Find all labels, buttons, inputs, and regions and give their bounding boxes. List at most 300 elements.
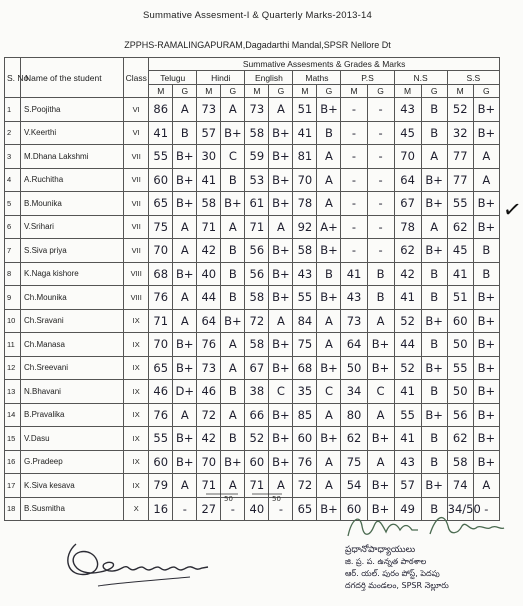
- marks-cell: 70: [149, 239, 173, 263]
- class-cell: VIII: [124, 262, 149, 286]
- marks-cell: 38: [245, 380, 269, 404]
- marks-cell: 42: [197, 239, 221, 263]
- marks-cell: 60: [341, 497, 367, 521]
- grade-cell: A: [269, 474, 293, 498]
- stamp-line: దగదర్తి మండలం, SPSR నెల్లూరు: [345, 581, 449, 590]
- grade-cell: B+: [367, 333, 394, 357]
- grade-cell: B+: [269, 192, 293, 216]
- grade-cell: A+: [317, 215, 341, 239]
- marks-cell: 58: [245, 333, 269, 357]
- grade-cell: B+: [173, 333, 197, 357]
- grade-cell: A: [269, 309, 293, 333]
- grade-cell: B+: [367, 474, 394, 498]
- marks-cell: -: [341, 215, 367, 239]
- serial-number-cell: 11: [5, 333, 21, 357]
- marks-cell: 56: [447, 403, 473, 427]
- student-name-cell: G.Pradeep: [21, 450, 124, 474]
- grade-cell: B+: [421, 474, 447, 498]
- class-cell: IX: [124, 356, 149, 380]
- marks-cell: 44: [197, 286, 221, 310]
- subject-header: N.S: [394, 71, 447, 85]
- marks-cell: 71: [245, 215, 269, 239]
- grade-cell: B+: [473, 333, 499, 357]
- student-name-cell: Ch.Sravani: [21, 309, 124, 333]
- grade-cell: B+: [173, 427, 197, 451]
- marks-subheader: M: [293, 85, 317, 98]
- marks-cell: 41: [293, 121, 317, 145]
- student-name-cell: M.Dhana Lakshmi: [21, 145, 124, 169]
- marks-cell: 58: [197, 192, 221, 216]
- marks-cell: 35: [293, 380, 317, 404]
- class-cell: VI: [124, 98, 149, 122]
- class-cell: IX: [124, 309, 149, 333]
- grade-cell: B+: [173, 262, 197, 286]
- table-row: [5, 309, 500, 333]
- grade-cell: A: [317, 333, 341, 357]
- grade-cell: B+: [473, 98, 499, 122]
- grade-cell: C: [269, 380, 293, 404]
- grade-cell: B+: [269, 262, 293, 286]
- marks-cell: 42: [197, 427, 221, 451]
- class-cell: VI: [124, 121, 149, 145]
- marks-cell: 73: [197, 356, 221, 380]
- grade-cell: B+: [173, 168, 197, 192]
- grade-cell: B+: [269, 145, 293, 169]
- grade-cell: A: [269, 215, 293, 239]
- serial-number-cell: 13: [5, 380, 21, 404]
- marks-cell: 76: [197, 333, 221, 357]
- marks-cell: 74: [447, 474, 473, 498]
- grade-cell: B: [221, 262, 245, 286]
- marks-subheader: M: [149, 85, 173, 98]
- grade-cell: B: [421, 427, 447, 451]
- marks-subheader: M: [447, 85, 473, 98]
- grade-cell: B: [421, 262, 447, 286]
- grade-cell: B+: [473, 192, 499, 216]
- grade-cell: A: [173, 215, 197, 239]
- student-name-cell: S.Poojitha: [21, 98, 124, 122]
- marks-cell: 62: [447, 215, 473, 239]
- stamp-line: జి. ప్ర. ప. ఉన్నత పాఠశాల: [345, 557, 427, 566]
- grade-cell: A: [367, 403, 394, 427]
- grade-cell: B: [421, 497, 447, 521]
- grade-cell: A: [269, 98, 293, 122]
- marks-cell: 41: [149, 121, 173, 145]
- marks-cell: -: [341, 121, 367, 145]
- marks-cell: 41: [447, 262, 473, 286]
- table-row: [5, 168, 500, 192]
- headmaster-signature-left: [58, 530, 238, 590]
- grade-cell: B+: [269, 168, 293, 192]
- grade-cell: B+: [221, 450, 245, 474]
- marks-cell: 66: [245, 403, 269, 427]
- grade-cell: B+: [269, 427, 293, 451]
- marks-cell: 81: [293, 145, 317, 169]
- grade-cell: B+: [269, 333, 293, 357]
- marks-cell: 57: [394, 474, 421, 498]
- grade-cell: B: [221, 380, 245, 404]
- serial-number-cell: 3: [5, 145, 21, 169]
- marks-cell: 55: [149, 145, 173, 169]
- grade-cell: -: [367, 121, 394, 145]
- marks-cell: 52: [394, 309, 421, 333]
- marks-cell: 75: [341, 450, 367, 474]
- marks-cell: 30: [197, 145, 221, 169]
- grade-cell: A: [317, 403, 341, 427]
- serial-number-cell: 16: [5, 450, 21, 474]
- grade-cell: A: [473, 474, 499, 498]
- grade-cell: B: [221, 239, 245, 263]
- marks-cell: 43: [341, 286, 367, 310]
- table-row: [5, 286, 500, 310]
- grade-cell: B+: [473, 380, 499, 404]
- grade-cell: C: [367, 380, 394, 404]
- grade-cell: A: [173, 309, 197, 333]
- student-name-cell: A.Ruchitha: [21, 168, 124, 192]
- grade-subheader: G: [221, 85, 245, 98]
- marks-cell: 62: [341, 427, 367, 451]
- grade-cell: B: [221, 286, 245, 310]
- grade-cell: B+: [421, 168, 447, 192]
- marks-cell: 43: [394, 450, 421, 474]
- serial-number-cell: 17: [5, 474, 21, 498]
- class-cell: IX: [124, 450, 149, 474]
- marks-cell: 92: [293, 215, 317, 239]
- marks-cell: 55: [447, 192, 473, 216]
- grade-cell: A: [173, 98, 197, 122]
- marks-cell: 73: [245, 98, 269, 122]
- marks-cell: 55: [149, 427, 173, 451]
- grade-cell: A: [367, 450, 394, 474]
- student-name-cell: Ch.Mounika: [21, 286, 124, 310]
- grade-subheader: G: [473, 85, 499, 98]
- marks-cell: 70: [394, 145, 421, 169]
- marks-cell: 61: [245, 192, 269, 216]
- grade-cell: -: [367, 192, 394, 216]
- grade-cell: A: [173, 286, 197, 310]
- english-total: 50: [272, 495, 281, 503]
- serial-number-cell: 7: [5, 239, 21, 263]
- grade-cell: A: [317, 192, 341, 216]
- marks-cell: 70: [149, 333, 173, 357]
- marks-cell: 67: [394, 192, 421, 216]
- grade-cell: B: [367, 262, 394, 286]
- col-class-header: Class: [124, 58, 149, 98]
- table-row: [5, 239, 500, 263]
- grade-cell: B+: [221, 192, 245, 216]
- table-row: [5, 356, 500, 380]
- class-cell: X: [124, 497, 149, 521]
- serial-number-cell: 1: [5, 98, 21, 122]
- marks-subheader: M: [394, 85, 421, 98]
- marks-cell: 45: [394, 121, 421, 145]
- class-cell: VIII: [124, 286, 149, 310]
- grade-cell: B+: [269, 450, 293, 474]
- marks-cell: 68: [293, 356, 317, 380]
- marks-cell: 41: [197, 168, 221, 192]
- grade-cell: B+: [317, 286, 341, 310]
- marks-cell: 75: [149, 215, 173, 239]
- official-stamp: [345, 544, 510, 592]
- marks-cell: 43: [394, 98, 421, 122]
- grade-cell: C: [317, 380, 341, 404]
- grade-cell: A: [221, 403, 245, 427]
- grade-cell: B: [173, 121, 197, 145]
- student-name-cell: K.Naga kishore: [21, 262, 124, 286]
- grade-cell: B+: [473, 450, 499, 474]
- marks-cell: 84: [293, 309, 317, 333]
- marks-cell: 58: [293, 239, 317, 263]
- grade-cell: D+: [173, 380, 197, 404]
- marks-cell: 60: [149, 450, 173, 474]
- marks-cell: 60: [447, 309, 473, 333]
- grade-subheader: G: [173, 85, 197, 98]
- marks-cell: 55: [293, 286, 317, 310]
- grade-cell: B: [421, 121, 447, 145]
- student-name-cell: V.Keerthi: [21, 121, 124, 145]
- grade-cell: B+: [367, 427, 394, 451]
- grade-cell: B+: [473, 121, 499, 145]
- grade-cell: A: [317, 450, 341, 474]
- marks-cell: 41: [394, 427, 421, 451]
- table-row: [5, 145, 500, 169]
- school-name: ZPPHS-RAMALINGAPURAM,Dagadarthi Mandal,SPSR Nellore Dt: [124, 40, 391, 50]
- grade-cell: -: [367, 215, 394, 239]
- stamp-line: ప్రధానోపాధ్యాయులు: [345, 545, 416, 555]
- serial-number-cell: 18: [5, 497, 21, 521]
- grade-cell: B: [421, 333, 447, 357]
- grade-cell: B+: [473, 286, 499, 310]
- student-name-cell: N.Bhavani: [21, 380, 124, 404]
- marks-cell: 67: [245, 356, 269, 380]
- serial-number-cell: 6: [5, 215, 21, 239]
- marks-cell: 50: [447, 333, 473, 357]
- marks-cell: 76: [149, 403, 173, 427]
- marks-cell: 71: [197, 215, 221, 239]
- marks-cell: 53: [245, 168, 269, 192]
- marks-cell: 52: [447, 98, 473, 122]
- student-name-cell: Ch.Manasa: [21, 333, 124, 357]
- serial-number-cell: 5: [5, 192, 21, 216]
- subject-header: P.S: [341, 71, 394, 85]
- grade-cell: B+: [269, 356, 293, 380]
- marks-cell: 60: [149, 168, 173, 192]
- marks-cell: 70: [293, 168, 317, 192]
- table-row: [5, 333, 500, 357]
- marks-cell: 76: [293, 450, 317, 474]
- grade-cell: B+: [421, 309, 447, 333]
- serial-number-cell: 4: [5, 168, 21, 192]
- grade-cell: B+: [421, 239, 447, 263]
- grade-cell: B+: [473, 427, 499, 451]
- class-cell: VII: [124, 192, 149, 216]
- grade-cell: B+: [269, 239, 293, 263]
- marks-cell: 60: [245, 450, 269, 474]
- grade-cell: B+: [173, 450, 197, 474]
- marks-cell: 55: [447, 356, 473, 380]
- class-cell: VII: [124, 239, 149, 263]
- marks-cell: -: [341, 145, 367, 169]
- marks-cell: 50: [341, 356, 367, 380]
- grade-subheader: G: [367, 85, 394, 98]
- group-header: Summative Assesments & Grades & Marks: [149, 58, 500, 71]
- marks-cell: 79: [149, 474, 173, 498]
- student-name-cell: B.Mounika: [21, 192, 124, 216]
- grade-cell: A: [421, 215, 447, 239]
- class-cell: IX: [124, 474, 149, 498]
- marks-cell: 71: [245, 474, 269, 498]
- marks-cell: 60: [293, 427, 317, 451]
- marks-cell: 68: [149, 262, 173, 286]
- marks-subheader: M: [245, 85, 269, 98]
- marks-cell: 85: [293, 403, 317, 427]
- marks-cell: -: [341, 239, 367, 263]
- grade-cell: B+: [367, 497, 394, 521]
- marks-cell: 70: [197, 450, 221, 474]
- grade-cell: B+: [473, 356, 499, 380]
- marks-cell: -: [341, 192, 367, 216]
- student-name-cell: V.Dasu: [21, 427, 124, 451]
- marks-cell: 73: [341, 309, 367, 333]
- marks-cell: 78: [293, 192, 317, 216]
- grade-cell: B: [221, 168, 245, 192]
- student-name-cell: B.Susmitha: [21, 497, 124, 521]
- grade-subheader: G: [269, 85, 293, 98]
- marks-cell: 40: [245, 497, 269, 521]
- subject-header: Maths: [293, 71, 341, 85]
- grade-cell: B+: [367, 356, 394, 380]
- class-cell: IX: [124, 380, 149, 404]
- marks-cell: 78: [394, 215, 421, 239]
- subject-header: Hindi: [197, 71, 245, 85]
- marks-cell: 72: [197, 403, 221, 427]
- grade-cell: B+: [473, 215, 499, 239]
- marks-cell: 80: [341, 403, 367, 427]
- table-row: [5, 262, 500, 286]
- grade-cell: B: [421, 286, 447, 310]
- grade-cell: B+: [221, 309, 245, 333]
- grade-cell: B+: [317, 427, 341, 451]
- marks-cell: 34: [341, 380, 367, 404]
- stamp-line: ఆర్. యల్. పురం పోస్ట్, పెదపు: [345, 569, 440, 578]
- grade-cell: C: [221, 145, 245, 169]
- marks-cell: 64: [197, 309, 221, 333]
- grade-cell: B+: [269, 286, 293, 310]
- col-sno-header: S. No: [5, 58, 21, 98]
- subject-header: Telugu: [149, 71, 197, 85]
- grade-cell: A: [317, 145, 341, 169]
- marks-cell: 65: [149, 356, 173, 380]
- grade-cell: -: [367, 98, 394, 122]
- grade-cell: B+: [473, 309, 499, 333]
- marks-cell: 58: [245, 286, 269, 310]
- marks-table: [4, 57, 500, 521]
- marks-cell: 77: [447, 168, 473, 192]
- serial-number-cell: 2: [5, 121, 21, 145]
- table-row: [5, 450, 500, 474]
- marks-cell: 62: [447, 427, 473, 451]
- marks-cell: -: [341, 98, 367, 122]
- serial-number-cell: 8: [5, 262, 21, 286]
- table-row: [5, 403, 500, 427]
- marks-cell: 86: [149, 98, 173, 122]
- marks-cell: 45: [447, 239, 473, 263]
- student-name-cell: K.Siva kesava: [21, 474, 124, 498]
- marks-cell: 59: [245, 145, 269, 169]
- serial-number-cell: 10: [5, 309, 21, 333]
- grade-cell: -: [473, 497, 499, 521]
- grade-cell: A: [317, 168, 341, 192]
- marks-cell: 51: [447, 286, 473, 310]
- table-row: [5, 380, 500, 404]
- grade-cell: -: [367, 239, 394, 263]
- marks-cell: 44: [394, 333, 421, 357]
- serial-number-cell: 15: [5, 427, 21, 451]
- grade-cell: B: [421, 98, 447, 122]
- marks-cell: 55: [394, 403, 421, 427]
- marks-cell: 75: [293, 333, 317, 357]
- marks-cell: 49: [394, 497, 421, 521]
- grade-cell: A: [221, 356, 245, 380]
- grade-cell: B+: [173, 356, 197, 380]
- grade-cell: B: [473, 239, 499, 263]
- class-cell: IX: [124, 427, 149, 451]
- marks-cell: 32: [447, 121, 473, 145]
- grade-cell: A: [317, 309, 341, 333]
- marks-cell: 41: [394, 380, 421, 404]
- marks-cell: 41: [341, 262, 367, 286]
- grade-cell: A: [221, 474, 245, 498]
- marks-cell: 51: [293, 98, 317, 122]
- class-cell: IX: [124, 333, 149, 357]
- grade-cell: A: [221, 215, 245, 239]
- marks-cell: 42: [394, 262, 421, 286]
- grade-cell: A: [421, 145, 447, 169]
- grade-cell: B+: [269, 403, 293, 427]
- marks-cell: 58: [447, 450, 473, 474]
- grade-cell: B+: [421, 192, 447, 216]
- marks-cell: 16: [149, 497, 173, 521]
- class-cell: VII: [124, 215, 149, 239]
- marks-cell: 57: [197, 121, 221, 145]
- serial-number-cell: 12: [5, 356, 21, 380]
- grade-cell: B+: [173, 192, 197, 216]
- grade-cell: -: [269, 497, 293, 521]
- student-name-cell: S.Siva priya: [21, 239, 124, 263]
- grade-cell: A: [221, 333, 245, 357]
- marks-cell: 64: [394, 168, 421, 192]
- grade-cell: -: [367, 145, 394, 169]
- serial-number-cell: 14: [5, 403, 21, 427]
- grade-cell: A: [473, 168, 499, 192]
- marks-cell: 56: [245, 262, 269, 286]
- grade-cell: A: [173, 239, 197, 263]
- marks-cell: 65: [293, 497, 317, 521]
- marks-cell: 58: [245, 121, 269, 145]
- marks-cell: 54: [341, 474, 367, 498]
- student-name-cell: Ch.Sreevani: [21, 356, 124, 380]
- grade-cell: B: [421, 380, 447, 404]
- grade-cell: B: [221, 427, 245, 451]
- serial-number-cell: 9: [5, 286, 21, 310]
- marks-cell: 56: [245, 239, 269, 263]
- marks-cell: 43: [293, 262, 317, 286]
- grade-cell: -: [221, 497, 245, 521]
- class-cell: VII: [124, 168, 149, 192]
- table-row: [5, 192, 500, 216]
- grade-cell: B+: [317, 98, 341, 122]
- marks-cell: 65: [149, 192, 173, 216]
